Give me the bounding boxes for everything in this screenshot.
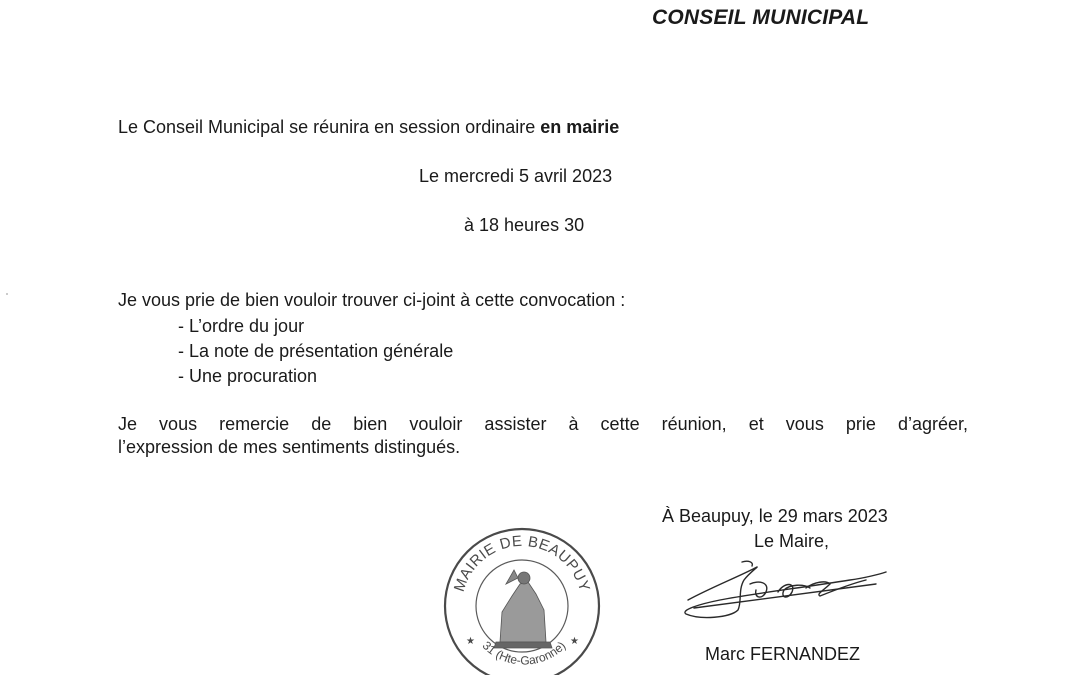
- meeting-date: Le mercredi 5 avril 2023: [419, 166, 613, 186]
- session-intro-text: Le Conseil Municipal se réunira en session ordinaire: [118, 117, 541, 137]
- attachment-item: - L’ordre du jour: [178, 316, 305, 336]
- stamp-emblem: [494, 570, 552, 648]
- mairie-stamp: [440, 524, 605, 675]
- place-and-date: À Beaupuy, le 29 mars 2023: [662, 506, 888, 526]
- stamp-bottom-text: 31 (Hte-Garonne): [479, 638, 569, 668]
- stamp-top-text: MAIRIE DE BEAUPUY: [450, 532, 594, 594]
- scan-speck: [6, 293, 8, 295]
- attachment-item: - Une procuration: [178, 366, 318, 386]
- signature-strokes: [685, 561, 886, 617]
- signatory-name: Marc FERNANDEZ: [705, 644, 861, 664]
- attachment-item: - La note de présentation générale: [178, 341, 454, 361]
- document-title: CONSEIL MUNICIPAL: [652, 6, 870, 29]
- closing-line-2: l’expression de mes sentiments distingués.: [118, 437, 461, 457]
- session-location: en mairie: [540, 117, 620, 137]
- session-intro: [118, 117, 619, 138]
- closing-line-1: Je vous remercie de bien vouloir assister à cette réunion, et vous prie d’agréer,: [118, 414, 968, 434]
- svg-text:★: ★: [570, 636, 579, 647]
- signatory-role: Le Maire,: [754, 531, 830, 551]
- meeting-time: à 18 heures 30: [464, 215, 585, 235]
- handwritten-signature: [680, 558, 890, 620]
- svg-text:★: ★: [466, 636, 475, 647]
- attachments-intro: Je vous prie de bien vouloir trouver ci-joint à cette convocation :: [118, 290, 626, 310]
